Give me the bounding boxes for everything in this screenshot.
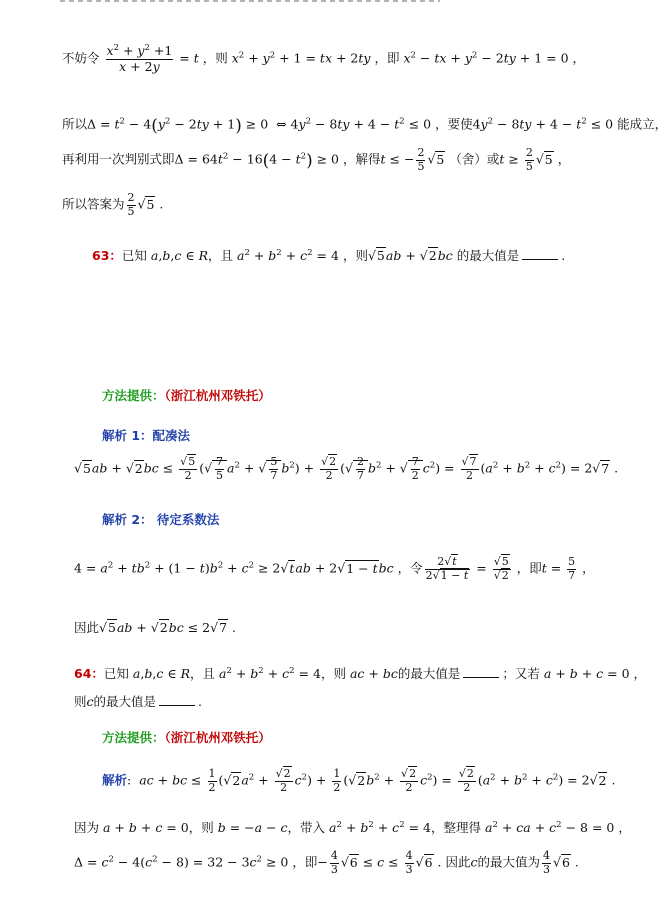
problem-64-also: ；又若 — [502, 666, 540, 682]
analysis-2-formula: $4 = a^2 + tb^2 + (1 - t)b^2 + c^2 \ge 2√tab + 2√1$ − tbc ，令 $\frac{2√t}{2√1 - t}$ = $\frac{√5}{√2}$ ，即t = $\frac{5}{7}$ ， — [74, 555, 595, 582]
problem-63: 63：已知 a,b,c ∈ R，且 $a^2 + b^2 + c^2 = 4$ ，则√5ab + √2bc 的最大值是 . — [92, 248, 566, 264]
solution-line-discriminant: 所以$\Delta = t^2 - 4(y^2 - 2ty + 1) \ge 0$ ⇔ $4y^2 - 8ty + 4 - t^2 \le 0$ ，要使$4y^2 - 8ty + 4 - t^2 \le 0$ 能成立， — [62, 115, 667, 135]
text-suoyi: 所以 — [62, 116, 88, 132]
analysis-label: 解析 — [102, 772, 128, 788]
problem-64-ze: 则 — [74, 694, 87, 709]
text-neng: 能成立， — [617, 116, 667, 132]
problem-63-mid: ，且 — [207, 248, 233, 264]
problem-64-line-1: 64：已知 a,b,c ∈ R，且 $a^2 + b^2 + c^2 = 4$，则 ac + bc的最大值是 ；又若 a + b + c = 0 ， — [74, 666, 647, 682]
text-ji2: ，即 — [292, 854, 318, 870]
solution-line-second-discriminant: 再利用一次判别式即$\Delta = 64t^2 - 16(4 - t^2) \ge 0$ ，解得t ≤ − $\frac{2}{5}$ √5 （舍）或t ≥ $\frac{2}{5}$ √5 ， — [62, 146, 571, 173]
text-yinci-c: 因此 — [445, 854, 471, 870]
problem-63-number: 63： — [92, 248, 122, 264]
text-ze2: ，则 — [188, 820, 214, 836]
method-provider-author: （浙江杭州邓铁托） — [164, 388, 271, 403]
text-zai: 再利用一次判别式即 — [62, 151, 175, 167]
fraction-x2y2-over-x2y: $\frac{x^2 + y^2 +1}{x + 2y}$ — [106, 43, 173, 74]
method-provider-label-2: 方法提供： — [102, 730, 165, 745]
text-she: （舍）或 — [449, 151, 500, 167]
problem-64-final: $\Delta = c^2 - 4(c^2 - 8) = 32 - 3c^2 \ge 0$ ，即− $\frac{4}{3}$ √6 ≤ c ≤ $\frac{4}{3}$ √6 . 因此c的最大值为 $\frac{4}{3}$ √6 . — [74, 849, 579, 876]
solution-answer-line: 所以答案为 $\frac{2}{5}$ √5 . — [62, 191, 164, 218]
text-bufang: 不妨令 — [62, 50, 100, 66]
method-provider-2 — [102, 730, 271, 745]
text-zhengli: ，整理得 — [430, 820, 481, 836]
problem-64-then: ，则 — [320, 666, 346, 682]
problem-64-number: 64： — [74, 666, 104, 682]
problem-63-then: ，则 — [342, 248, 368, 264]
solution-line-substitution: 不妨令 $\frac{x^2 + y^2 +1}{x + 2y}$ = t ，则 $x^2 + y^2 + 1$ = tx + 2ty ，即 $x^2$ − tx + $y^2 - 2ty + 1 = 0$ ， — [62, 43, 586, 74]
analysis-2-heading — [102, 512, 219, 527]
text-ze: ，则 — [202, 50, 228, 66]
text-dairu: ，带入 — [287, 820, 326, 836]
problem-64-ask: 的最大值是 — [397, 666, 461, 682]
text-ji: ，即 — [374, 50, 400, 66]
cropped-top-line — [60, 0, 440, 2]
text-ling: ，令 — [397, 560, 423, 576]
analysis-1-formula: √5ab + √2bc ≤ $\frac{√5}{2}$ (√ $\frac{7}{5}$ $a^2$ + √ $\frac{5}{7}$ $b^2$) + $\frac{√2}{2}$ (√ $\frac{2}{7}$ $b^2$ + √ $\frac{7}{2}$ $c^2$) = $\frac{√7}{2}$ $(a^2 + b^2 + c^2) = 2√7$ . — [74, 455, 619, 482]
text-yaoshi: ，要使 — [435, 116, 473, 132]
text-yinwei: 因为 — [74, 820, 100, 836]
analysis-2-label: 解析 2： 待定系数法 — [102, 512, 220, 527]
problem-63-ask: 的最大值是 — [456, 248, 520, 264]
problem-64-known: 已知 — [103, 666, 129, 682]
problem-63-known: 已知 — [121, 248, 147, 264]
method-provider-author-2: （浙江杭州邓铁托） — [164, 730, 271, 745]
problem-64-line-2: 则c的最大值是 . — [74, 694, 203, 709]
analysis-1-label: 解析 1：配凑法 — [102, 428, 191, 443]
analysis-2-conclusion: 因此√5ab + √2bc ≤ 2√7 . — [74, 620, 237, 635]
answer-blank-1 — [463, 667, 499, 678]
text-jiede: ，解得 — [343, 151, 381, 167]
answer-blank — [522, 249, 558, 260]
method-provider-label: 方法提供： — [102, 388, 165, 403]
text-suoyi-daan: 所以答案为 — [62, 196, 125, 212]
problem-64-ask-2: 的最大值是 — [93, 694, 157, 709]
text-ji-t: ，即 — [516, 560, 542, 576]
method-provider-1 — [102, 388, 271, 403]
problem-64-substitution: 因为 a + b + c = 0，则 b = −a − c，带入 $a^2 + b^2 + c^2 = 4$，整理得 $a^2$ + ca + $c^2 - 8 = 0$ ， — [74, 820, 631, 836]
text-c-max: 的最大值为 — [477, 854, 540, 870]
analysis-1-heading — [102, 428, 190, 443]
problem-64-mid: ，且 — [189, 666, 215, 682]
problem-64-analysis: 解析: ac + bc ≤ $\frac{1}{2}$ ($√2a^2$ + $\frac{√2}{2}$ $c^2$) + $\frac{1}{2}$ ($√2b^2$ + $\frac{√2}{2}$ $c^2$) = $\frac{√2}{2}$ $(a^2 + b^2 + c^2) = 2√2$ . — [102, 767, 616, 794]
answer-blank-2 — [159, 695, 195, 706]
text-yinci: 因此 — [74, 620, 100, 635]
